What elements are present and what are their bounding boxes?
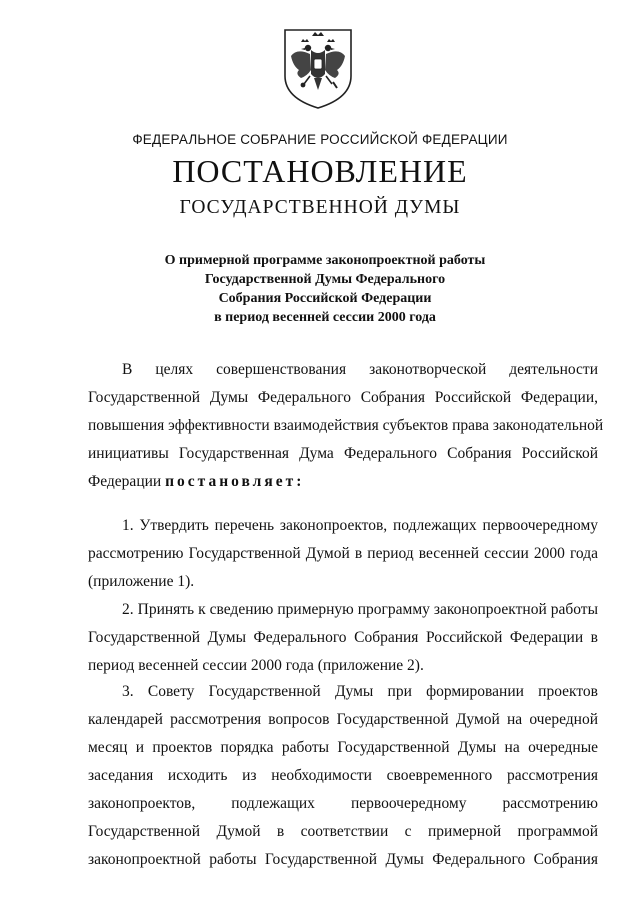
- title-line: Собрания Российской Федерации: [218, 291, 432, 306]
- document-type: ПОСТАНОВЛЕНИЕ: [172, 153, 468, 189]
- issuer-name: ГОСУДАРСТВЕННОЙ ДУМЫ: [179, 197, 461, 218]
- text-line: 2. Принять к сведению примерную программу законопроектной работы: [122, 601, 598, 618]
- item-1-paragraph: [88, 512, 598, 596]
- text-line: Государственной Думой в соответствии с примерной программой: [88, 823, 598, 840]
- text-line: период весенней сессии 2000 года (приложение 2).: [88, 657, 424, 674]
- organization-name: ФЕДЕРАЛЬНОЕ СОБРАНИЕ РОССИЙСКОЙ ФЕДЕРАЦИИ: [132, 132, 508, 147]
- text-line: месяц и проектов порядка работы Государственной Думы на очередные: [88, 739, 598, 756]
- text-line: (приложение 1).: [88, 573, 195, 590]
- title-line: в период весенней сессии 2000 года: [214, 310, 436, 325]
- title-line: Государственной Думы Федерального: [204, 272, 446, 287]
- text-line: законопроектной работы Государственной Думы Федерального Собрания: [88, 851, 598, 868]
- text-line: календарей рассмотрения вопросов Государственной Думой на очередной: [88, 711, 598, 728]
- preamble-paragraph: [88, 356, 604, 496]
- text-line: [88, 468, 598, 496]
- russian-coat-of-arms-icon: [279, 26, 357, 110]
- resolves-word: постановляет:: [165, 473, 305, 490]
- item-3-paragraph: [88, 678, 598, 874]
- document-title: [150, 251, 500, 327]
- title-line: О примерной программе законопроектной работы: [164, 253, 486, 268]
- item-2-paragraph: [88, 596, 598, 680]
- text-line: инициативы Государственная Дума Федерального Собрания Российской: [88, 445, 598, 462]
- text-line: Государственной Думы Федерального Собрания Российской Федерации в: [88, 629, 598, 646]
- text-line: заседания исходить из необходимости своевременного рассмотрения: [88, 767, 598, 784]
- text-line: повышения эффективности взаимодействия субъектов права законодательной: [88, 417, 604, 434]
- text-line: законопроектов, подлежащих первоочередному рассмотрению: [88, 795, 598, 812]
- text-line: Государственной Думы Федерального Собрания Российской Федерации,: [88, 389, 598, 406]
- text-line: рассмотрению Государственной Думой в период весенней сессии 2000 года: [88, 545, 598, 562]
- text-line: 3. Совету Государственной Думы при формировании проектов: [122, 683, 598, 700]
- text-line: 1. Утвердить перечень законопроектов, подлежащих первоочередному: [122, 517, 598, 534]
- text-fragment: Федерации: [88, 473, 166, 490]
- text-line: В целях совершенствования законотворческой деятельности: [122, 361, 598, 378]
